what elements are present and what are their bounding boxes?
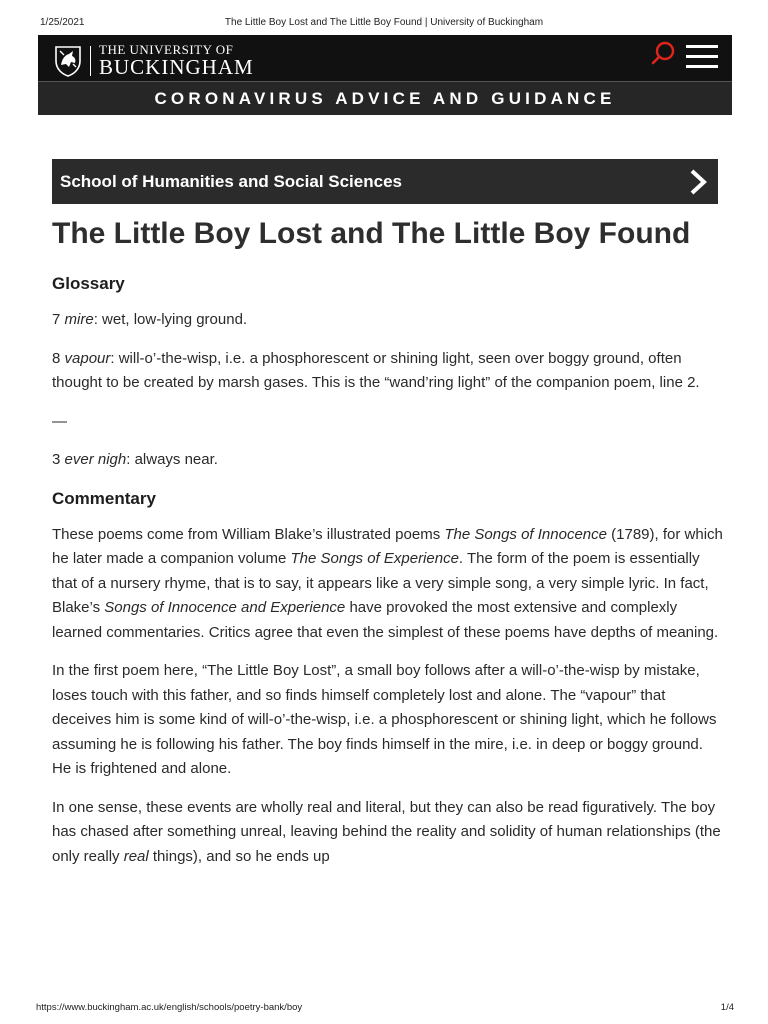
crest-icon <box>54 45 82 77</box>
commentary-paragraph: In the first poem here, “The Little Boy Lost”, a small boy follows after a will-o’-the-wisp by mistake, loses touch with this father, and so finds himself completely lost and alone. The “vapour” that deceives him is some kind of will-o’-the-wisp, i.e. a phosphorescent or shining light, which he follows assuming he is following his father. The boy finds himself in the mire, i.e. in deep or boggy ground. He is frightened and alone. <box>52 662 717 777</box>
commentary-heading: Commentary <box>52 488 156 508</box>
glossary-definition: : wet, low-lying ground. <box>93 311 248 328</box>
book-title: Songs of Innocence and Experience <box>104 599 346 616</box>
logo-line-1: THE UNIVERSITY OF <box>99 42 234 57</box>
glossary-item <box>52 308 724 333</box>
glossary-item <box>52 347 724 396</box>
logo-wordmark <box>99 43 254 78</box>
commentary-paragraph <box>52 523 724 646</box>
glossary-term: ever nigh <box>64 451 127 468</box>
glossary-divider: — <box>52 412 67 430</box>
menu-bar <box>686 45 718 48</box>
school-link-bar[interactable] <box>52 159 718 204</box>
book-title: The Songs of Innocence <box>444 525 607 543</box>
emphasis: real <box>123 847 149 865</box>
logo-divider <box>90 46 91 76</box>
print-header <box>0 0 768 28</box>
article-content <box>52 218 724 869</box>
glossary-item <box>52 448 724 473</box>
print-title: The Little Boy Lost and The Little Boy Found | University of Buckingham <box>224 17 544 28</box>
commentary-paragraph <box>52 796 724 870</box>
school-link-label[interactable]: School of Humanities and Social Sciences <box>60 172 402 191</box>
print-url: https://www.buckingham.ac.uk/english/schools/poetry-bank/boy <box>36 1002 303 1013</box>
glossary-term: vapour <box>64 349 111 367</box>
menu-bar <box>686 65 718 68</box>
search-icon[interactable] <box>650 40 676 66</box>
glossary-term: mire <box>64 311 94 328</box>
print-footer <box>0 1000 768 1024</box>
page-title: The Little Boy Lost and The Little Boy Found <box>52 217 691 250</box>
print-page-number: 1/4 <box>720 1002 734 1013</box>
line-number: 8 <box>52 349 65 367</box>
line-number: 3 <box>52 451 65 468</box>
logo-line-2: BUCKINGHAM <box>99 55 254 79</box>
text-run: These poems come from William Blake’s illustrated poems <box>52 525 445 543</box>
text-run: have provoked the most extensive and complexly learned commentaries. Critics agree that even the simplest of these poems have depths of meaning. <box>52 599 719 641</box>
text-run: (1789), for which he later made a companion volume <box>52 525 723 567</box>
text-run: things), and so he ends up <box>148 847 330 865</box>
site-header <box>38 35 732 81</box>
text-run: In one sense, these events are wholly real and literal, but they can also be read figuratively. The boy has chased after something unreal, leaving behind the reality and solidity of human relationships (the only really <box>52 798 721 865</box>
glossary-definition: : always near. <box>126 451 218 468</box>
glossary-definition: : will-o’-the-wisp, i.e. a phosphorescent or shining light, seen over boggy ground, often thought to be created by marsh gases. This is the “wand’ring light” of the companion poem, line 2. <box>52 349 700 391</box>
glossary-heading: Glossary <box>52 274 125 293</box>
print-date: 1/25/2021 <box>40 17 85 28</box>
text-run: . The form of the poem is essentially that of a nursery rhyme, that is to say, it appears like a very simple song, a very simple lyric. In fact, Blake’s <box>52 550 709 616</box>
coronavirus-banner-link[interactable]: CORONAVIRUS ADVICE AND GUIDANCE <box>154 89 616 108</box>
menu-bar <box>686 55 718 58</box>
coronavirus-banner[interactable] <box>38 81 732 115</box>
chevron-right-icon[interactable] <box>688 168 710 196</box>
hamburger-menu-icon[interactable] <box>686 45 718 71</box>
university-logo[interactable] <box>54 43 254 78</box>
line-number: 7 <box>52 311 65 328</box>
book-title: The Songs of Experience <box>290 550 459 567</box>
